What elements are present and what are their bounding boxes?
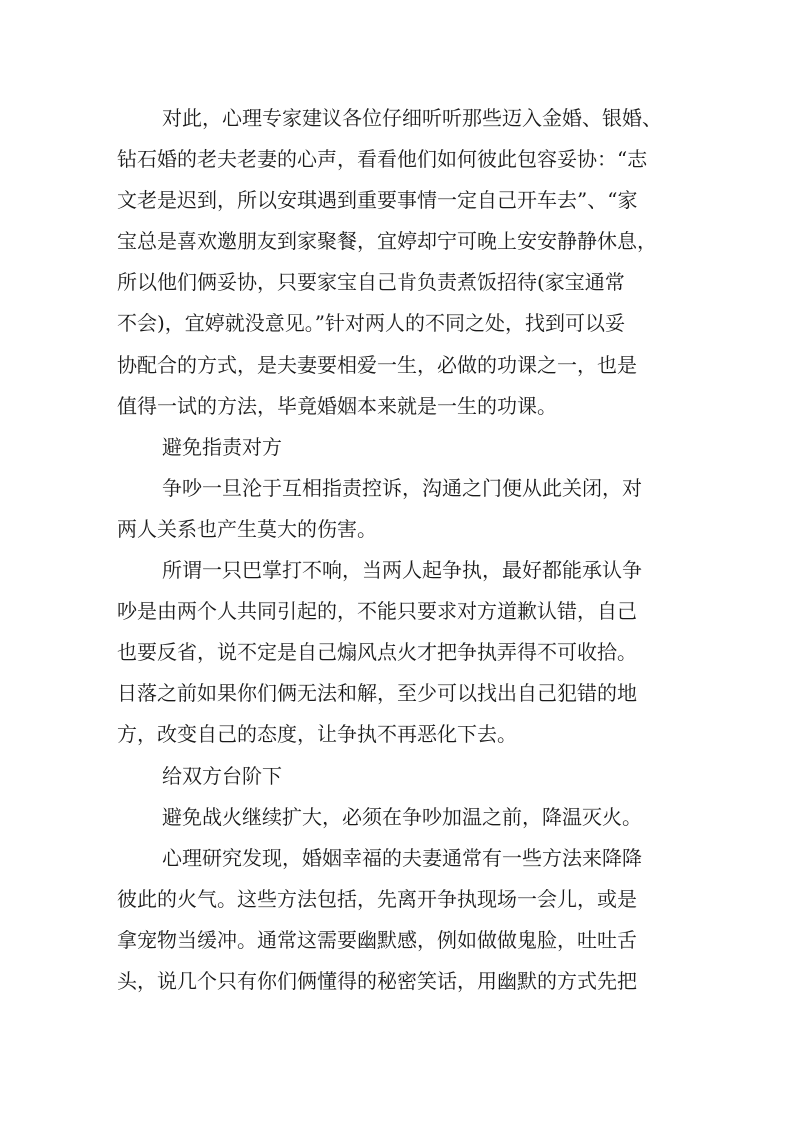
text-line: 日落之前如果你们俩无法和解，至少可以找出自己犯错的地 — [117, 681, 637, 706]
text-line: 方，改变自己的态度，让争执不再恶化下去。 — [117, 722, 517, 747]
section-heading: 避免指责对方 — [162, 434, 282, 459]
text-line: 钻石婚的老夫老妻的心声，看看他们如何彼此包容妥协：“志 — [117, 147, 648, 172]
text-line: 文老是迟到，所以安琪遇到重要事情一定自己开车去”、“家 — [117, 188, 638, 213]
article-body — [117, 98, 677, 1002]
text-line: 宝总是喜欢邀朋友到家聚餐，宜婷却宁可晚上安安静静休息， — [117, 229, 657, 254]
text-line: 避免战火继续扩大，必须在争吵加温之前，降温灭火。 — [162, 804, 642, 829]
text-line: 对此，心理专家建议各位仔细听听那些迈入金婚、银婚、 — [162, 106, 662, 130]
text-line: 所谓一只巴掌打不响，当两人起争执，最好都能承认争 — [162, 558, 642, 583]
text-line: 彼此的火气。这些方法包括，先离开争执现场一会儿，或是 — [117, 886, 637, 911]
section-heading: 给双方台阶下 — [162, 763, 282, 788]
text-line: 头，说几个只有你们俩懂得的秘密笑话，用幽默的方式先把 — [117, 968, 637, 993]
text-line: 心理研究发现，婚姻幸福的夫妻通常有一些方法来降降 — [162, 845, 642, 870]
text-line: 吵是由两个人共同引起的，不能只要求对方道歉认错，自己 — [117, 599, 637, 624]
text-line: 所以他们俩妥协，只要家宝自己肯负责煮饭招待(家宝通常 — [117, 270, 625, 295]
text-line: 也要反省，说不定是自己煽风点火才把争执弄得不可收拾。 — [117, 640, 637, 665]
text-line: 不会)，宜婷就没意见。”针对两人的不同之处，找到可以妥 — [117, 311, 626, 336]
text-line: 拿宠物当缓冲。通常这需要幽默感，例如做做鬼脸，吐吐舌 — [117, 927, 637, 952]
text-line: 两人关系也产生莫大的伤害。 — [117, 516, 377, 541]
text-line: 值得一试的方法，毕竟婚姻本来就是一生的功课。 — [117, 393, 557, 418]
text-line: 争吵一旦沦于互相指责控诉，沟通之门便从此关闭，对 — [162, 475, 642, 500]
text-line: 协配合的方式，是夫妻要相爱一生，必做的功课之一，也是 — [117, 352, 637, 377]
